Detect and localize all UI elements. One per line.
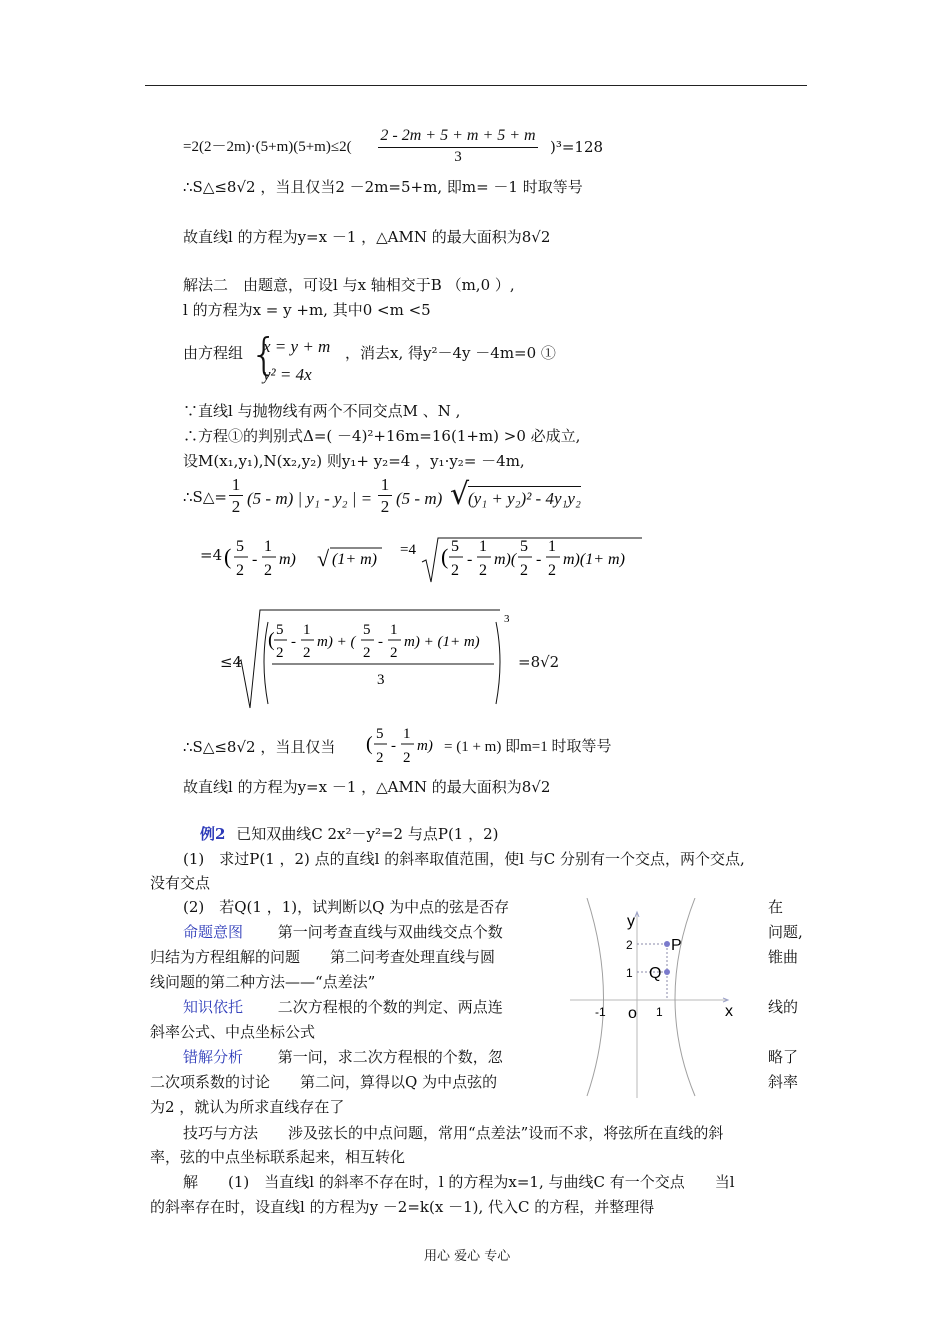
- err-line: [183, 1050, 503, 1065]
- line-12-expr: [232, 606, 522, 716]
- b5a: 5: [276, 622, 284, 638]
- tick-x1: 1: [656, 1005, 663, 1019]
- hyperbola-right-branch: [675, 898, 695, 1096]
- num-5: 5: [236, 538, 244, 555]
- bm2: -: [378, 634, 383, 650]
- d2c: 2: [451, 562, 459, 579]
- line-13: ∴S△≤8√2 ，当且仅当: [183, 738, 336, 756]
- label-P: P: [671, 937, 682, 954]
- p2: (: [441, 544, 449, 569]
- line-11-expr: [222, 532, 642, 588]
- know-line-b: 斜率公式、中点坐标公式: [150, 1023, 316, 1041]
- c1: 1: [403, 726, 411, 742]
- line-2: ∴S△≤8√2 ，当且仅当2 －2m=5+m, 即m= －1 时取等号: [183, 178, 583, 196]
- den-2b: 2: [264, 562, 272, 579]
- ex2-heading: [200, 827, 499, 842]
- var-m: m): [279, 551, 296, 568]
- line-11-prefix: =4: [200, 546, 223, 564]
- line-5: l 的方程为x = y +m, 其中0 <m <5: [183, 301, 431, 319]
- line-9: 设M(x₁,y₁),N(x₂,y₂) 则y₁+ y₂=4 ，y₁·y₂= －4m,: [183, 452, 525, 470]
- mi3: -: [536, 551, 542, 568]
- system-eq-2: y² = 4x: [263, 365, 312, 384]
- b1a: 1: [303, 622, 311, 638]
- point-Q: [664, 969, 670, 975]
- line-13-tail: = (1 + m) 即m=1 时取等号: [444, 739, 612, 755]
- line-10-part2: (5 - m): [396, 489, 443, 508]
- q2-line: (2) 若Q(1 ，1)，试判断以Q 为中点的弦是否存: [183, 898, 510, 916]
- c2b: 2: [403, 750, 411, 766]
- line-3: 故直线l 的方程为y=x －1 ，△AMN 的最大面积为8√2: [183, 228, 551, 246]
- q2-line-right: 在: [768, 898, 784, 916]
- n5b: 5: [451, 538, 459, 555]
- den-2: 2: [236, 562, 244, 579]
- line-10-prefix: ∴S△=: [183, 488, 227, 506]
- err-line-b: 二次项系数的讨论 第二问，算得以Q 为中点弦的: [150, 1073, 498, 1091]
- n5c: 5: [520, 538, 528, 555]
- line-6-tail: ，消去x, 得y²－4y －4m=0 ①: [345, 344, 556, 362]
- line-7: ∵直线l 与抛物线有两个不同交点M 、N ,: [183, 402, 461, 420]
- d2e: 2: [520, 562, 528, 579]
- line-1-tail: )³=128: [550, 138, 604, 156]
- tick-y2: 2: [626, 938, 633, 952]
- err-right: 略了: [768, 1048, 799, 1066]
- b2b: 2: [303, 645, 311, 661]
- line-1-text: =2(2－2m)·(5+m)(5+m)≤2(: [183, 139, 352, 155]
- exp-3: 3: [504, 613, 510, 625]
- q1-line-a: (1) 求过P(1 ，2) 点的直线l 的斜率取值范围，使l 与C 分别有一个交点，两个交点,: [183, 850, 745, 868]
- bmb: m) + (1+ m): [404, 634, 480, 650]
- hyperbola-left-branch: [587, 898, 604, 1096]
- m2: m)(: [494, 551, 517, 568]
- x-axis-label: x: [725, 1003, 733, 1020]
- d2d: 2: [479, 562, 487, 579]
- know-right: 线的: [768, 998, 799, 1016]
- num-1: 1: [264, 538, 272, 555]
- line-10-radicand: (y₁ + y₂)² - 4y₁y₂: [468, 486, 581, 507]
- tick-y1: 1: [626, 966, 633, 980]
- radicand: (1+ m): [332, 551, 378, 568]
- know-label: 知识依托: [183, 998, 244, 1016]
- intent-line: [183, 925, 503, 940]
- footer-text: 用心 爱心 专心: [424, 1249, 511, 1264]
- know-text: 二次方程根的个数的判定、两点连: [277, 998, 503, 1016]
- label-Q: Q: [649, 965, 662, 982]
- b2d: 2: [390, 645, 398, 661]
- line-10-part1: (5 - m) | y₁ - y₂ | =: [247, 489, 373, 508]
- line-8: ∴方程①的判别式Δ=( －4)²+16m=16(1+m) >0 必成立,: [183, 427, 581, 445]
- line-14: 故直线l 的方程为y=x －1 ，△AMN 的最大面积为8√2: [183, 778, 551, 796]
- err-line-c: 为2 ，就认为所求直线存在了: [150, 1098, 345, 1116]
- eq4: =4: [400, 542, 416, 558]
- sqrt-sign-1: √: [450, 477, 470, 512]
- para-a: 归结为方程组解的问题 第二问考查处理直线与圆: [150, 948, 496, 966]
- bm1: -: [291, 634, 296, 650]
- sqrt-sign: √: [317, 546, 330, 571]
- para-a-right: 锥曲: [768, 948, 799, 966]
- y-axis-label: y: [627, 913, 635, 930]
- system-eq-1: x = y + m: [263, 337, 331, 356]
- hyperbola-graph: [565, 898, 775, 1108]
- know-line: [183, 1000, 503, 1015]
- b1b: 1: [390, 622, 398, 638]
- solution-line-b: 的斜率存在时，设直线l 的方程为y －2=k(x －1), 代入C 的方程，并整理得: [150, 1198, 655, 1216]
- n1d: 1: [548, 538, 556, 555]
- b2c: 2: [363, 645, 371, 661]
- bma: m) + (: [317, 634, 356, 650]
- err-line-b-right: 斜率: [768, 1073, 799, 1091]
- intent-text: 第一问考查直线与双曲线交点个数: [277, 923, 503, 941]
- bp1: (: [268, 629, 275, 651]
- intent-right: 问题,: [768, 923, 803, 941]
- skill-line-b: 率，弦的中点坐标联系起来，相互转化: [150, 1148, 406, 1166]
- header-rule: [145, 85, 807, 86]
- para-b: 线问题的第二种方法——“点差法”: [150, 973, 376, 991]
- line-1-denominator: 3: [454, 149, 462, 165]
- line-12-result: =8√2: [518, 653, 560, 671]
- ex2-label: 例2: [200, 825, 226, 843]
- solution-line-a: 解 (1) 当直线l 的斜率不存在时，l 的方程为x=1, 与曲线C 有一个交点 当l: [183, 1173, 735, 1191]
- cmv: m): [417, 738, 433, 754]
- point-P: [664, 941, 670, 947]
- fraction-bar: [378, 147, 538, 148]
- n1c: 1: [479, 538, 487, 555]
- line-12-prefix: ≤4: [220, 653, 243, 671]
- system-brace: {: [250, 329, 278, 380]
- line-1: [183, 140, 352, 155]
- b5b: 5: [363, 622, 371, 638]
- line-1-fraction: [378, 128, 538, 165]
- line-1-numerator: 2 - 2m + 5 + m + 5 + m: [380, 127, 536, 144]
- c5: 5: [376, 726, 384, 742]
- cm: -: [391, 738, 396, 754]
- b2a: 2: [276, 645, 284, 661]
- err-label: 错解分析: [183, 1048, 244, 1066]
- line-6-label: 由方程组: [183, 344, 244, 362]
- d2f: 2: [548, 562, 556, 579]
- skill-line-a: 技巧与方法 涉及弦长的中点问题，常用“点差法”设而不求，将弦所在直线的斜: [183, 1124, 724, 1142]
- frac-half-2: 1 2: [378, 476, 392, 515]
- frac-half-1: 1 2: [229, 476, 243, 515]
- minus: -: [252, 551, 258, 568]
- c2: 2: [376, 750, 384, 766]
- mi2: -: [467, 551, 473, 568]
- line-4: 解法二 由题意，可设l 与x 轴相交于B （m,0 ）,: [183, 276, 515, 294]
- ex2-text: 已知双曲线C 2x²－y²=2 与点P(1 ，2): [236, 825, 499, 843]
- b3: 3: [377, 672, 385, 688]
- cp1: (: [366, 733, 373, 755]
- m3: m)(1+ m): [563, 551, 625, 568]
- intent-label: 命题意图: [183, 923, 244, 941]
- paren-open: (: [224, 544, 232, 569]
- err-text: 第一问，求二次方程根的个数，忽: [277, 1048, 503, 1066]
- origin-label: o: [628, 1005, 637, 1022]
- line-13-frac-expr: [366, 722, 446, 772]
- q1-line-b: 没有交点: [150, 874, 211, 892]
- tick-neg1: -1: [595, 1005, 606, 1019]
